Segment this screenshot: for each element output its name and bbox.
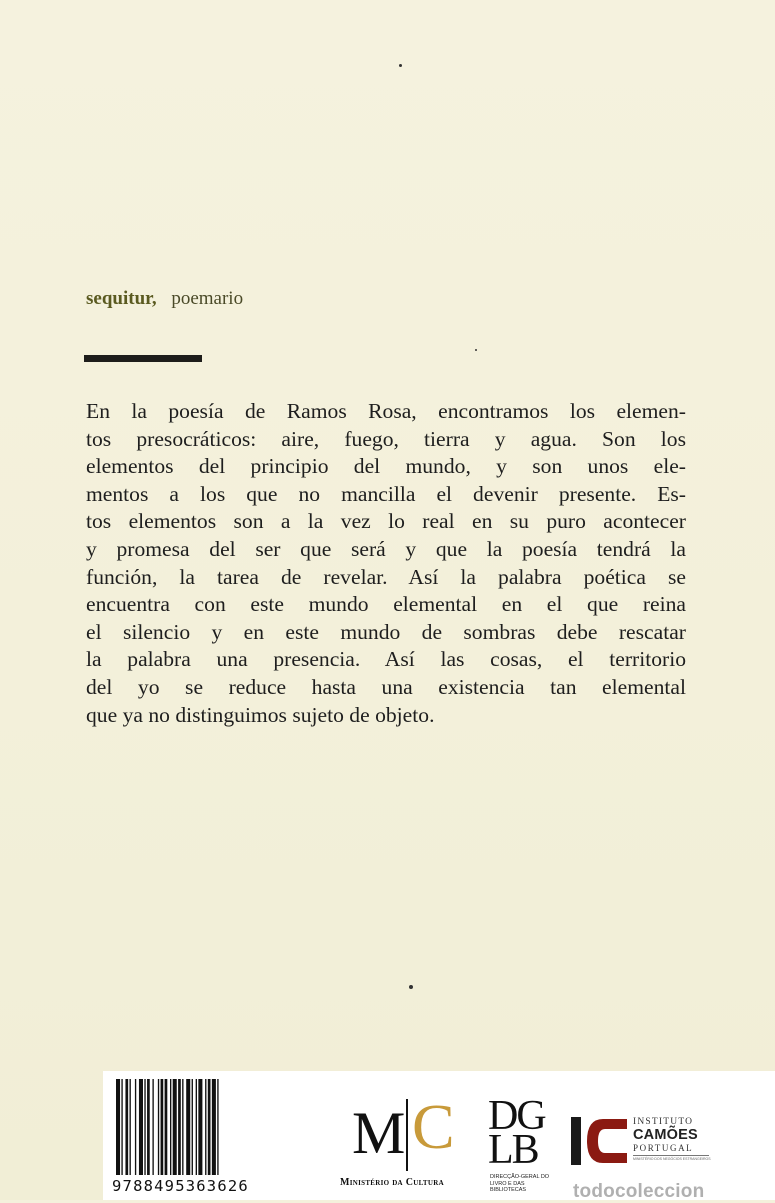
ministerio-cultura-logo [330, 1091, 480, 1195]
decorative-rule [84, 355, 202, 362]
blurb-line: tos elementos son a la vez lo real en su puro acontecer [86, 509, 686, 534]
barcode-bar [217, 1079, 218, 1175]
dglb-caption: DIRECÇÃO-GERAL DO LIVRO E DAS BIBLIOTECAS [490, 1174, 550, 1194]
ministerio-caption: Ministério da Cultura [340, 1177, 444, 1188]
barcode-bar [116, 1079, 120, 1175]
barcode-bar [170, 1079, 171, 1175]
paper-speck [475, 349, 477, 351]
barcode-bar [139, 1079, 143, 1175]
blurb-line: mentos a los que no mancilla el devenir presente. Es- [86, 481, 686, 506]
barcode-bar [121, 1079, 122, 1175]
barcode-bar [198, 1079, 202, 1175]
mc-letter-m: M [352, 1100, 406, 1166]
barcode-bar [144, 1079, 145, 1175]
ic-portugal-label: PORTUGAL [633, 1143, 694, 1153]
blurb-line: del yo se reduce hasta una existencia tan elemental [86, 674, 686, 699]
barcode-bar [192, 1079, 193, 1175]
blurb-line: el silencio y en este mundo de sombras debe rescatar [86, 619, 686, 644]
blurb-line: función, la tarea de revelar. Así la palabra poética se [86, 564, 686, 589]
barcode-bar [208, 1079, 211, 1175]
ic-instituto-label: INSTITUTO [633, 1117, 694, 1127]
ic-ministry-label: MINISTÉRIO DOS NEGÓCIOS ESTRANGEIROS [633, 1157, 711, 1161]
barcode-bar [158, 1079, 159, 1175]
blurb-line: y promesa del ser que será y que la poesía tendrá la [86, 536, 686, 561]
back-cover-blurb [86, 398, 686, 729]
barcode-bar [130, 1079, 131, 1175]
mc-divider [406, 1099, 408, 1171]
mc-monogram [352, 1091, 462, 1166]
barcode-bar [165, 1079, 168, 1175]
series-imprint [86, 288, 243, 310]
dglb-row-bottom: LB [488, 1127, 538, 1173]
barcode-bar [173, 1079, 177, 1175]
blurb-line: encuentra con este mundo elemental en el que reina [86, 592, 686, 617]
dglb-row-top: DG [488, 1093, 545, 1139]
ic-mark-icon [569, 1113, 629, 1169]
paper-speck [399, 64, 402, 67]
instituto-camoes-logo [569, 1113, 719, 1173]
barcode-bar [212, 1079, 216, 1175]
paper-speck [409, 985, 413, 989]
barcode-bar [152, 1079, 153, 1175]
barcode-bar [147, 1079, 150, 1175]
blurb-line: elementos del principio del mundo, y son unos ele- [86, 454, 686, 479]
dglb-logo [488, 1093, 558, 1200]
isbn-barcode [114, 1079, 306, 1179]
barcode-bar [178, 1079, 181, 1175]
collection-name: poemario [171, 288, 244, 309]
ic-wordmark [633, 1117, 711, 1161]
isbn-digits: 9788495363626 [112, 1177, 249, 1195]
todocoleccion-watermark: todocoleccion [573, 1181, 705, 1202]
series-name: sequitur, [86, 288, 157, 309]
blurb-line: que ya no distinguimos sujeto de objeto. [86, 702, 435, 727]
barcode-bar [161, 1079, 164, 1175]
barcode-bar [135, 1079, 136, 1175]
barcode-bar [186, 1079, 190, 1175]
blurb-line: la palabra una presencia. Así las cosas, el territorio [86, 647, 686, 672]
blurb-line: tos presocráticos: aire, fuego, tierra y agua. Son los [86, 426, 686, 451]
barcode-bar [125, 1079, 128, 1175]
blurb-line: En la poesía de Ramos Rosa, encontramos los elemen- [86, 399, 686, 423]
barcode-bar [205, 1079, 206, 1175]
mc-letter-c: C [412, 1091, 455, 1162]
ic-camoes-label: CAMÕES [633, 1127, 698, 1143]
barcode-bar [196, 1079, 197, 1175]
barcode-bar [182, 1079, 183, 1175]
ic-divider [633, 1155, 709, 1156]
